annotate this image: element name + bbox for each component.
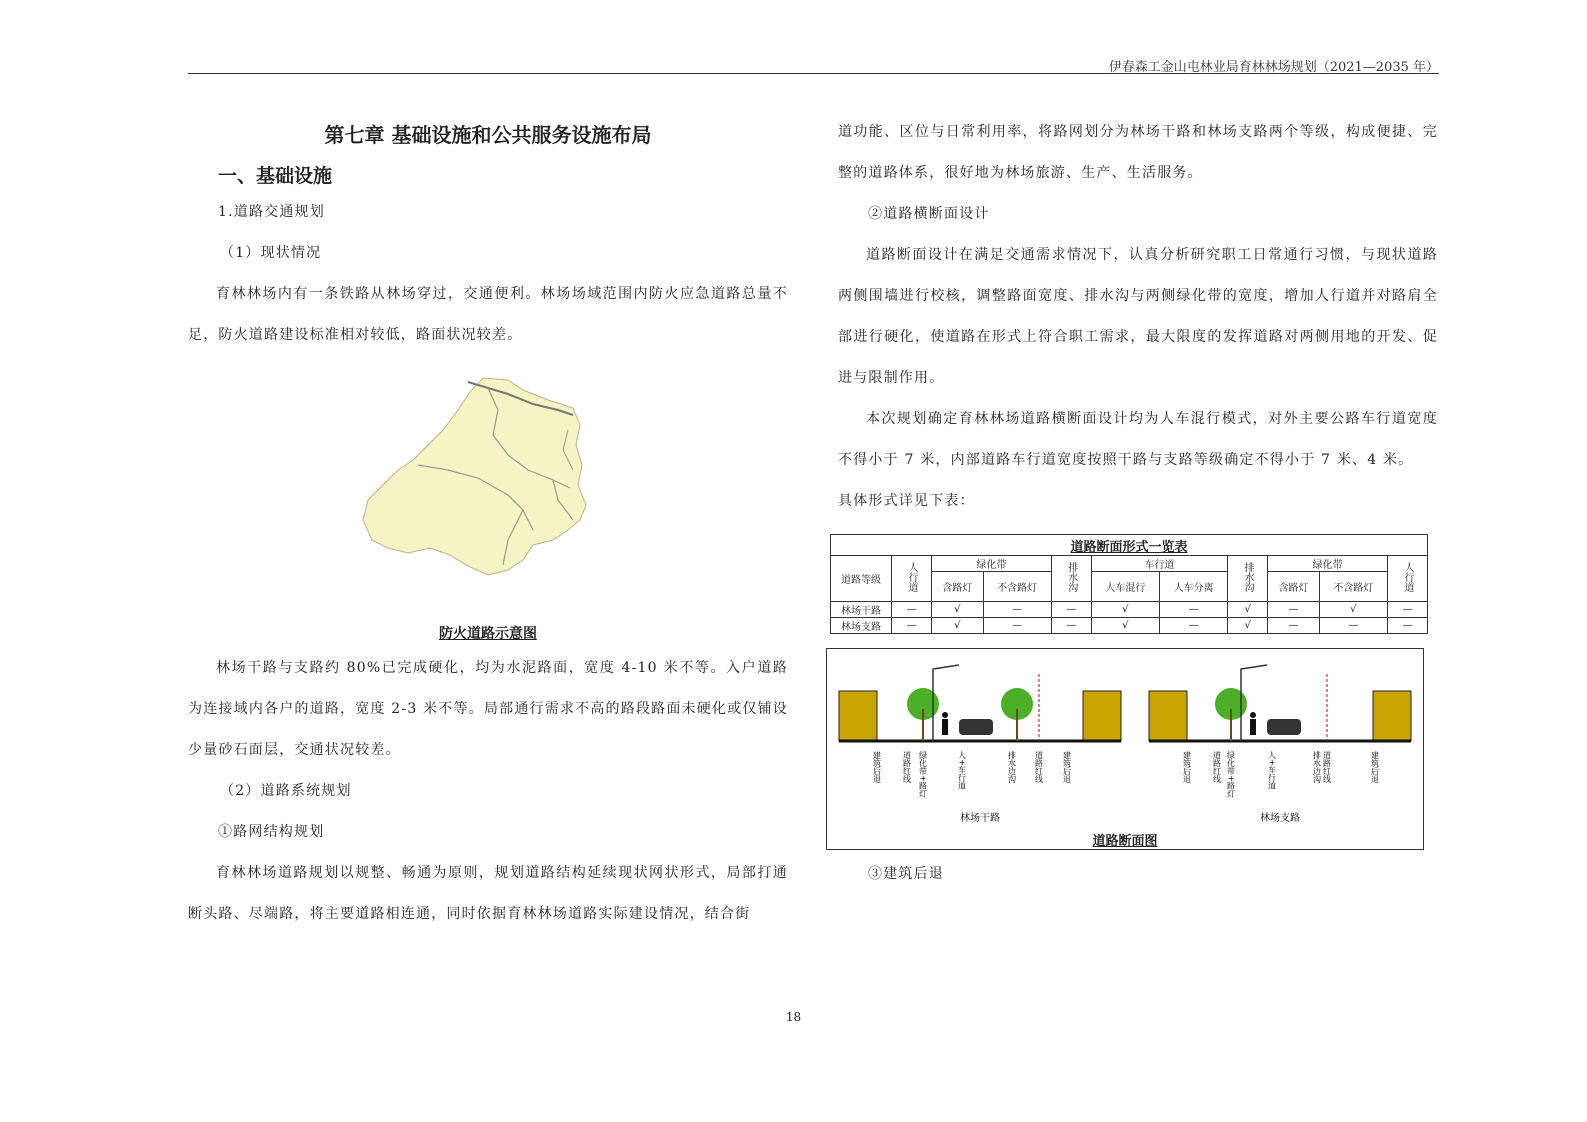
th-walk-left: 人行道: [892, 556, 932, 602]
table-cell: —: [983, 602, 1051, 618]
paragraph-cross-section: 道路断面设计在满足交通需求情况下，认真分析研究职工日常通行习惯，与现状道路两侧围墙进行校核，调整路面宽度、排水沟与两侧绿化带的宽度，增加人行道并对路肩全部进行硬化，使道路在形式上符合职工需求，最大限度的发挥道路对两侧用地的开发、促进与限制作用。: [838, 247, 1438, 386]
section-vertical-label: 人+车行道: [1267, 751, 1277, 790]
heading-status: （1）现状情况: [220, 245, 322, 261]
paragraph-network-cont: 道功能、区位与日常利用率，将路网划分为林场干路和林场支路两个等级，构成便捷、完整的道路体系，很好地为林场旅游、生产、生活服务。: [838, 124, 1438, 181]
table-cell: —: [892, 602, 932, 618]
table-cell: —: [892, 618, 932, 634]
table-cell: —: [1268, 618, 1320, 634]
table-cell: √: [1228, 618, 1268, 634]
table-cell: —: [1051, 602, 1091, 618]
table-cell: —: [1268, 602, 1320, 618]
th-walk-right: 人行道: [1388, 556, 1428, 602]
th-grade: 道路等级: [831, 556, 892, 602]
building-left: [839, 691, 877, 741]
th-green-right: 绿化带: [1268, 556, 1388, 572]
table-cell: √: [932, 618, 984, 634]
chapter-title: 第七章 基础设施和公共服务设施布局: [324, 123, 652, 147]
th-lamp-right: 含路灯: [1268, 572, 1320, 602]
table-cell: —: [1159, 602, 1227, 618]
header-rule: [188, 73, 1439, 74]
row-name: 林场干路: [831, 602, 892, 618]
table-cell: —: [1051, 618, 1091, 634]
page-number: 18: [785, 1010, 802, 1024]
branch-label: 林场支路: [1260, 813, 1300, 824]
section-vertical-label: 绿化带+路灯: [1226, 751, 1236, 798]
table-cell: —: [1388, 618, 1428, 634]
heading-network: ①路网结构规划: [218, 824, 325, 840]
fire-road-map: [188, 370, 788, 620]
road-section-figure: [826, 648, 1424, 850]
section-vertical-label: 建筑后退: [872, 751, 882, 783]
section-vertical-label: 道路红线: [1034, 751, 1044, 783]
th-lane: 车行道: [1091, 556, 1227, 572]
section-vertical-label: 道路红线: [902, 751, 912, 783]
paragraph-current-roads: 林场干路与支路约 80%已完成硬化，均为水泥路面，宽度 4-10 米不等。入户道路为连接域内各户的道路，宽度 2-3 米不等。局部通行需求不高的路段路面未硬化或仅铺设少量砂石面层，交通状况较差。: [188, 660, 788, 758]
right-column: [838, 112, 1438, 895]
section-vertical-label: 绿化带+路灯: [918, 751, 928, 798]
th-lamp-left: 含路灯: [932, 572, 984, 602]
table-cell: —: [1159, 618, 1227, 634]
road-section-table: [830, 534, 1428, 634]
heading-setback: ③建筑后退: [868, 866, 944, 882]
section-vertical-label: 道路红线: [1212, 751, 1222, 783]
th-green-left: 绿化带: [932, 556, 1052, 572]
table-cell: √: [932, 602, 984, 618]
table-cell: √: [1091, 602, 1159, 618]
section-vertical-label: 道路红线: [1322, 751, 1332, 783]
table-title: 道路断面形式一览表: [831, 535, 1428, 556]
paragraph-see-table: 具体形式详见下表：: [838, 493, 975, 509]
section-vertical-label: 建筑后退: [1062, 751, 1072, 783]
building-right: [1083, 691, 1121, 741]
table-row: [831, 602, 1428, 618]
th-drain-left: 排水沟: [1051, 556, 1091, 602]
table-cell: √: [1319, 602, 1387, 618]
car-icon: [959, 719, 993, 735]
pedestrian-icon: [942, 712, 948, 718]
heading-cross-section: ②道路横断面设计: [868, 206, 990, 222]
table-cell: √: [1228, 602, 1268, 618]
trunk-label: 林场干路: [960, 813, 1000, 824]
running-header: 伊春森工金山屯林业局育林林场规划（2021—2035 年）: [1108, 60, 1439, 75]
section-vertical-label: 建筑后退: [1370, 751, 1380, 783]
paragraph-mixed-mode: 本次规划确定育林林场道路横断面设计均为人车混行模式，对外主要公路车行道宽度不得小于 7 米，内部道路车行道宽度按照干路与支路等级确定不得小于 7 米、4 米。: [838, 411, 1438, 468]
section-vertical-label: 排水边沟: [1312, 751, 1322, 783]
branch-section: [1149, 665, 1411, 741]
heading-road-planning: 1.道路交通规划: [218, 204, 325, 220]
table-cell: —: [1319, 618, 1387, 634]
section-vertical-label: 人+车行道: [957, 751, 967, 790]
section-vertical-label: 建筑后退: [1182, 751, 1192, 783]
table-cell: —: [1388, 602, 1428, 618]
th-mixed: 人车混行: [1091, 572, 1159, 602]
section-title: 一、基础设施: [218, 165, 333, 187]
th-nolamp-left: 不含路灯: [983, 572, 1051, 602]
table-row: [831, 618, 1428, 634]
row-name: 林场支路: [831, 618, 892, 634]
paragraph-status: 育林林场内有一条铁路从林场穿过，交通便利。林场场域范围内防火应急道路总量不足，防火道路建设标准相对较低，路面状况较差。: [188, 286, 788, 343]
section-vertical-label: 排水边沟: [1007, 751, 1017, 783]
heading-system-planning: （2）道路系统规划: [220, 783, 352, 799]
table-cell: —: [983, 618, 1051, 634]
map-caption: 防火道路示意图: [439, 626, 537, 642]
th-separate: 人车分离: [1159, 572, 1227, 602]
section-labels: [873, 750, 1380, 798]
section-caption: 道路断面图: [1092, 834, 1158, 849]
map-image: [358, 370, 598, 590]
th-drain-right: 排水沟: [1228, 556, 1268, 602]
table-cell: √: [1091, 618, 1159, 634]
th-nolamp-right: 不含路灯: [1319, 572, 1387, 602]
paragraph-network: 育林林场道路规划以规整、畅通为原则，规划道路结构延续现状网状形式，局部打通断头路、尽端路，将主要道路相连通，同时依据育林林场道路实际建设情况，结合街: [188, 865, 788, 922]
trunk-section: [839, 665, 1121, 741]
left-column: [188, 112, 788, 935]
section-drawing: [827, 649, 1423, 849]
